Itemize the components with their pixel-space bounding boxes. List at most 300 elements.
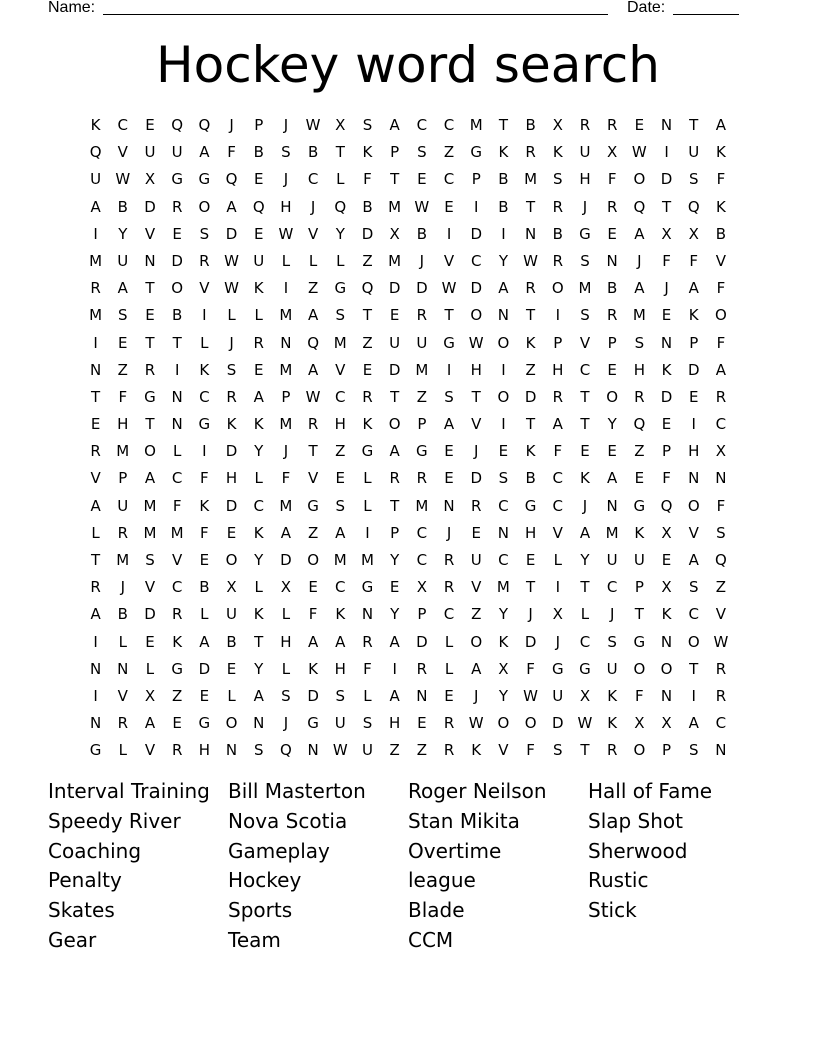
grid-cell: R: [525, 279, 536, 298]
grid-row: [82, 411, 742, 438]
word-bank-column: [408, 777, 588, 956]
grid-cell: U: [226, 605, 238, 624]
grid-cell: S: [335, 686, 346, 705]
grid-cell: Y: [335, 224, 345, 243]
grid-cell: K: [335, 605, 346, 624]
grid-cell: C: [498, 551, 509, 569]
grid-cell: E: [444, 469, 454, 488]
word-bank-item: Sherwood: [588, 838, 688, 863]
grid-cell: X: [579, 686, 591, 705]
grid-cell: Q: [225, 170, 238, 189]
grid-cell: E: [498, 442, 509, 461]
grid-cell: V: [199, 279, 210, 298]
grid-cell: M: [89, 306, 103, 325]
grid-cell: C: [335, 387, 346, 406]
grid-cell: B: [117, 605, 128, 624]
grid-cell: B: [525, 116, 536, 134]
grid-cell: R: [171, 197, 183, 216]
grid-cell: U: [90, 170, 102, 189]
grid-cell: L: [308, 251, 318, 270]
grid-cell: R: [253, 333, 264, 352]
grid-cell: Q: [633, 415, 646, 434]
grid-cell: U: [144, 143, 156, 162]
grid-cell: Z: [172, 686, 183, 705]
grid-row: [82, 493, 742, 520]
grid-cell: R: [90, 578, 101, 597]
grid-cell: O: [388, 415, 401, 434]
grid-cell: E: [199, 686, 210, 705]
grid-cell: J: [283, 170, 289, 189]
grid-cell: H: [280, 197, 292, 216]
grid-cell: P: [390, 523, 400, 542]
word-bank-item: Gameplay: [228, 838, 330, 863]
grid-cell: N: [253, 714, 265, 733]
grid-cell: E: [661, 551, 672, 569]
grid-cell: I: [202, 306, 207, 325]
grid-cell: V: [579, 333, 591, 352]
grid-row: [82, 601, 742, 628]
grid-cell: W: [577, 714, 593, 733]
grid-cell: V: [144, 578, 156, 597]
grid-cell: Z: [307, 279, 319, 298]
grid-cell: X: [688, 224, 699, 243]
grid-cell: A: [307, 306, 319, 325]
grid-cell: S: [498, 469, 509, 488]
grid-cell: R: [90, 279, 101, 298]
grid-cell: G: [579, 659, 591, 678]
grid-cell: C: [171, 578, 183, 597]
word-bank-column: [588, 777, 768, 926]
grid-cell: X: [498, 659, 509, 678]
word-bank-item: Team: [228, 927, 281, 952]
grid-cell: Z: [416, 741, 427, 760]
grid-cell: S: [444, 387, 454, 406]
grid-cell: K: [199, 360, 210, 379]
grid-cell: B: [362, 197, 373, 216]
grid-cell: E: [226, 523, 237, 542]
grid-cell: T: [145, 333, 155, 352]
grid-cell: J: [664, 279, 669, 298]
grid-cell: X: [661, 578, 672, 597]
grid-cell: U: [470, 551, 482, 569]
grid-cell: S: [199, 224, 210, 243]
grid-cell: E: [607, 224, 617, 243]
grid-cell: O: [225, 551, 238, 569]
grid-cell: L: [200, 605, 209, 624]
grid-cell: U: [361, 741, 373, 760]
grid-cell: L: [553, 551, 562, 569]
grid-cell: C: [470, 251, 482, 270]
grid-cell: U: [688, 143, 700, 162]
grid-cell: C: [416, 551, 428, 569]
grid-cell: W: [441, 279, 457, 298]
grid-cell: N: [443, 496, 455, 515]
grid-row: [82, 574, 742, 601]
date-label: Date:: [627, 0, 666, 16]
grid-cell: Z: [471, 605, 482, 624]
grid-cell: W: [713, 632, 729, 651]
grid-cell: S: [634, 333, 645, 352]
grid-cell: E: [580, 442, 590, 461]
grid-cell: O: [470, 306, 483, 325]
grid-cell: R: [362, 387, 373, 406]
grid-cell: B: [715, 224, 727, 243]
grid-cell: G: [361, 442, 374, 461]
name-label: Name:: [48, 0, 96, 16]
page-title: Hockey word search: [156, 36, 660, 94]
grid-cell: W: [414, 197, 430, 216]
grid-cell: L: [336, 170, 345, 189]
grid-cell: O: [497, 387, 510, 406]
grid-cell: E: [145, 306, 155, 325]
grid-cell: A: [117, 279, 128, 298]
grid-cell: A: [199, 632, 210, 651]
grid-cell: E: [308, 578, 318, 597]
grid-cell: W: [224, 251, 239, 270]
grid-cell: W: [468, 714, 484, 733]
grid-cell: V: [117, 143, 128, 162]
word-bank-item: Speedy River: [48, 808, 181, 833]
grid-cell: B: [416, 224, 427, 243]
grid-cell: R: [606, 116, 618, 134]
grid-cell: R: [525, 143, 536, 162]
grid-cell: M: [632, 306, 646, 325]
grid-cell: T: [526, 415, 536, 434]
grid-cell: D: [416, 279, 428, 298]
grid-cell: Q: [687, 197, 700, 216]
grid-cell: A: [634, 279, 645, 298]
grid-cell: I: [93, 333, 98, 352]
grid-cell: S: [335, 306, 346, 325]
grid-cell: R: [389, 469, 400, 488]
grid-cell: Z: [525, 360, 536, 379]
grid-row: [82, 302, 742, 329]
grid-cell: X: [661, 523, 672, 542]
grid-cell: R: [443, 578, 455, 597]
grid-cell: G: [334, 279, 347, 298]
grid-cell: R: [362, 632, 373, 651]
grid-cell: V: [688, 523, 699, 542]
grid-cell: F: [200, 523, 209, 542]
grid-row: [82, 194, 742, 221]
word-bank-item: Skates: [48, 898, 115, 923]
grid-cell: G: [470, 143, 483, 162]
grid-cell: Z: [362, 333, 373, 352]
grid-cell: G: [171, 659, 183, 678]
grid-cell: C: [416, 116, 428, 134]
grid-cell: M: [388, 251, 402, 270]
grid-cell: R: [117, 714, 128, 733]
grid-cell: I: [392, 659, 397, 678]
grid-cell: D: [470, 279, 482, 298]
grid-cell: W: [115, 170, 131, 189]
grid-cell: A: [443, 415, 455, 434]
grid-cell: T: [580, 578, 590, 597]
grid-cell: F: [118, 387, 128, 406]
grid-cell: M: [116, 551, 130, 569]
grid-cell: B: [525, 469, 536, 488]
grid-cell: T: [498, 116, 508, 134]
grid-cell: J: [582, 197, 588, 216]
grid-cell: A: [579, 523, 591, 542]
grid-cell: C: [579, 360, 591, 379]
grid-cell: R: [90, 442, 101, 461]
grid-cell: F: [363, 170, 372, 189]
grid-cell: E: [362, 360, 373, 379]
grid-cell: E: [335, 469, 346, 488]
grid-cell: V: [307, 224, 319, 243]
grid-cell: K: [580, 469, 590, 488]
grid-cell: M: [333, 551, 347, 569]
grid-cell: K: [634, 523, 645, 542]
grid-cell: R: [144, 360, 156, 379]
grid-cell: V: [144, 741, 156, 760]
grid-cell: H: [579, 170, 591, 189]
grid-cell: I: [555, 306, 560, 325]
grid-cell: L: [254, 306, 263, 325]
grid-cell: D: [171, 251, 183, 270]
grid-cell: T: [526, 306, 536, 325]
grid-cell: U: [334, 714, 346, 733]
grid-cell: L: [444, 632, 454, 651]
grid-cell: A: [552, 415, 563, 434]
grid-cell: R: [226, 387, 237, 406]
grid-cell: O: [524, 714, 537, 733]
grid-cell: L: [118, 741, 127, 760]
grid-cell: S: [362, 116, 373, 134]
grid-cell: O: [606, 387, 619, 406]
grid-cell: U: [633, 551, 645, 569]
grid-cell: X: [552, 116, 563, 134]
grid-cell: A: [307, 360, 319, 379]
grid-cell: M: [279, 415, 293, 434]
grid-cell: K: [172, 632, 183, 651]
grid-cell: L: [254, 578, 263, 597]
grid-cell: G: [361, 578, 374, 597]
grid-cell: F: [607, 170, 617, 189]
grid-cell: X: [552, 605, 563, 624]
grid-cell: F: [200, 469, 209, 488]
grid-cell: F: [716, 279, 726, 298]
grid-cell: K: [362, 143, 373, 162]
grid-cell: I: [174, 360, 180, 379]
grid-cell: N: [89, 714, 102, 733]
grid-cell: E: [253, 224, 264, 243]
grid-cell: A: [715, 116, 727, 134]
grid-row: [82, 221, 742, 248]
grid-cell: U: [117, 496, 129, 515]
grid-cell: E: [226, 659, 237, 678]
grid-cell: F: [716, 496, 726, 515]
grid-cell: O: [715, 306, 727, 325]
grid-cell: E: [90, 415, 101, 434]
word-bank-item: Penalty: [48, 868, 122, 893]
grid-cell: Q: [334, 197, 347, 216]
grid-cell: N: [361, 605, 374, 624]
grid-cell: R: [443, 741, 455, 760]
grid-cell: B: [253, 143, 264, 162]
grid-cell: X: [607, 143, 618, 162]
grid-cell: N: [89, 360, 102, 379]
word-bank-column: [228, 777, 408, 956]
grid-cell: D: [225, 442, 238, 461]
grid-cell: B: [498, 170, 509, 189]
grid-cell: A: [634, 224, 645, 243]
grid-cell: A: [389, 632, 400, 651]
grid-cell: U: [552, 686, 564, 705]
grid-cell: R: [634, 387, 645, 406]
grid-cell: Y: [254, 442, 264, 461]
grid-cell: V: [172, 551, 183, 569]
grid-cell: M: [170, 523, 184, 542]
grid-row: [82, 547, 742, 574]
grid-cell: K: [308, 659, 319, 678]
grid-cell: C: [688, 605, 699, 624]
grid-cell: F: [363, 659, 372, 678]
grid-cell: M: [143, 496, 157, 515]
grid-cell: K: [607, 714, 618, 733]
grid-row: [82, 683, 742, 710]
grid-cell: S: [716, 523, 726, 542]
word-bank-item: Roger Neilson: [408, 779, 547, 803]
grid-cell: P: [607, 333, 617, 352]
grid-cell: L: [363, 496, 372, 515]
grid-cell: K: [362, 415, 373, 434]
grid-cell: F: [172, 496, 182, 515]
grid-cell: D: [361, 224, 374, 243]
grid-cell: K: [661, 605, 672, 624]
grid-cell: N: [280, 333, 292, 352]
grid-cell: T: [362, 306, 373, 325]
grid-cell: X: [144, 170, 156, 189]
grid-cell: A: [688, 279, 699, 298]
grid-cell: F: [281, 469, 291, 488]
grid-cell: N: [606, 251, 618, 270]
grid-cell: E: [634, 469, 645, 488]
grid-cell: V: [471, 578, 482, 597]
grid-cell: B: [199, 578, 210, 597]
word-bank-item: Stan Mikita: [408, 808, 520, 833]
grid-cell: V: [552, 523, 563, 542]
grid-cell: Z: [634, 442, 645, 461]
grid-cell: C: [253, 496, 264, 515]
grid-cell: E: [172, 714, 182, 733]
grid-cell: K: [253, 523, 264, 542]
word-bank-item: Bill Masterton: [228, 779, 366, 803]
grid-cell: N: [225, 741, 238, 760]
grid-cell: G: [198, 415, 211, 434]
grid-cell: N: [144, 251, 156, 270]
grid-cell: A: [90, 197, 101, 216]
grid-cell: N: [89, 659, 102, 678]
grid-cell: D: [660, 387, 673, 406]
grid-cell: D: [552, 714, 564, 733]
grid-cell: N: [606, 496, 618, 515]
word-bank-item: Sports: [228, 898, 293, 923]
grid-cell: H: [524, 523, 537, 542]
grid-cell: P: [662, 442, 672, 461]
grid-cell: P: [118, 469, 128, 488]
grid-cell: F: [526, 741, 535, 760]
grid-cell: I: [501, 224, 506, 243]
grid-cell: I: [501, 415, 506, 434]
grid-cell: E: [145, 632, 155, 651]
grid-cell: A: [90, 496, 101, 515]
grid-cell: Y: [580, 551, 590, 569]
grid-cell: A: [335, 632, 346, 651]
grid-cell: L: [91, 523, 100, 542]
grid-cell: A: [688, 551, 699, 569]
grid-cell: E: [688, 387, 699, 406]
grid-cell: B: [607, 279, 618, 298]
word-bank-item: Blade: [408, 898, 465, 923]
grid-cell: J: [637, 251, 642, 270]
grid-cell: K: [253, 279, 264, 298]
grid-cell: R: [117, 523, 128, 542]
grid-cell: E: [253, 170, 264, 189]
grid-cell: O: [551, 279, 564, 298]
grid-cell: E: [145, 116, 155, 134]
grid-cell: L: [336, 251, 345, 270]
grid-cell: K: [199, 496, 210, 515]
grid-cell: P: [417, 415, 427, 434]
grid-cell: T: [580, 415, 590, 434]
grid-cell: V: [471, 415, 482, 434]
grid-cell: M: [360, 551, 374, 569]
grid-cell: K: [525, 442, 536, 461]
grid-cell: M: [415, 360, 429, 379]
grid-cell: S: [145, 551, 155, 569]
grid-cell: Q: [280, 741, 292, 760]
word-bank-item: Nova Scotia: [228, 808, 348, 833]
grid-cell: R: [416, 469, 428, 488]
grid-cell: A: [253, 387, 264, 406]
grid-cell: N: [171, 387, 183, 406]
grid-cell: L: [118, 632, 127, 651]
grid-cell: M: [496, 578, 510, 597]
grid-cell: X: [144, 686, 156, 705]
grid-cell: Z: [117, 360, 128, 379]
grid-cell: F: [662, 469, 671, 488]
grid-cell: H: [633, 360, 645, 379]
grid-cell: A: [307, 632, 319, 651]
grid-cell: R: [443, 714, 455, 733]
name-field[interactable]: [103, 0, 608, 15]
grid-cell: T: [91, 387, 101, 406]
grid-cell: C: [416, 523, 428, 542]
grid-cell: C: [335, 578, 346, 597]
grid-cell: C: [552, 496, 564, 515]
grid-cell: J: [582, 496, 588, 515]
grid-cell: S: [281, 686, 291, 705]
grid-cell: N: [307, 741, 319, 760]
grid-cell: T: [661, 197, 672, 216]
grid-cell: N: [715, 741, 727, 760]
date-field[interactable]: [673, 0, 739, 15]
grid-cell: V: [307, 469, 319, 488]
grid-cell: V: [443, 251, 455, 270]
grid-cell: B: [552, 224, 563, 243]
grid-row: [82, 737, 742, 764]
grid-cell: X: [280, 578, 292, 597]
grid-cell: C: [199, 387, 210, 406]
grid-cell: O: [470, 632, 483, 651]
grid-cell: R: [552, 251, 563, 270]
grid-cell: X: [715, 442, 727, 461]
grid-cell: G: [198, 170, 211, 189]
grid-cell: I: [93, 686, 98, 705]
grid-cell: J: [419, 251, 425, 270]
